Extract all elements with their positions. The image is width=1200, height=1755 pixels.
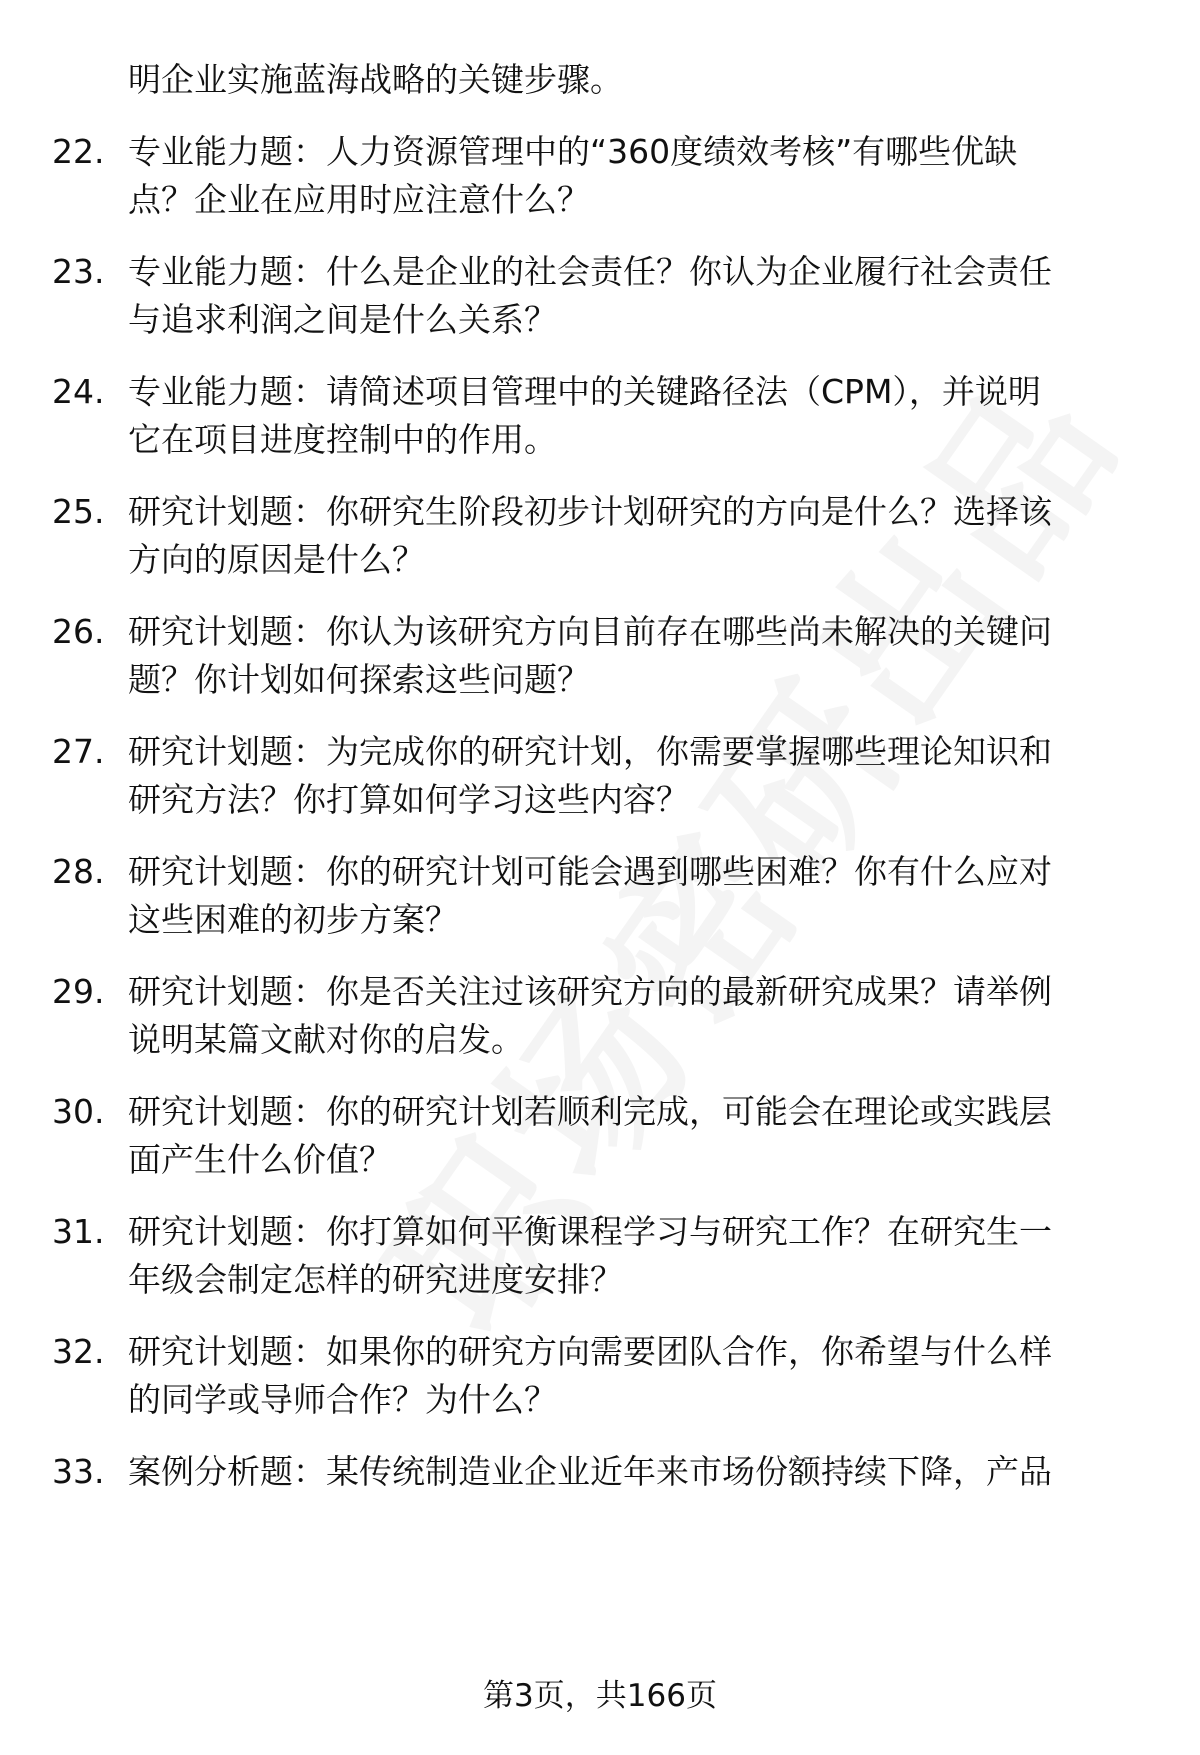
question-text-line-2: 题？你计划如何探索这些问题？	[128, 660, 590, 699]
question-text-line-1: 案例分析题：某传统制造业企业近年来市场份额持续下降，产品	[128, 1452, 1052, 1491]
question-number: 24.	[52, 372, 105, 411]
question-text-line-1: 专业能力题：什么是企业的社会责任？你认为企业履行社会责任	[128, 252, 1052, 291]
question-text-line-1: 研究计划题：你认为该研究方向目前存在哪些尚未解决的关键问	[128, 612, 1052, 651]
question-item-33	[0, 1452, 1200, 1548]
question-number: 23.	[52, 252, 105, 291]
question-text-line-2: 面产生什么价值？	[128, 1140, 392, 1179]
question-text-line-1: 研究计划题：如果你的研究方向需要团队合作，你希望与什么样	[128, 1332, 1052, 1371]
question-item-28	[0, 852, 1200, 948]
question-number: 26.	[52, 612, 105, 651]
continued-text-line: 明企业实施蓝海战略的关键步骤。	[128, 60, 623, 99]
question-text-line-1: 研究计划题：你是否关注过该研究方向的最新研究成果？请举例	[128, 972, 1052, 1011]
question-item-26	[0, 612, 1200, 708]
question-text-line-2: 说明某篇文献对你的启发。	[128, 1020, 524, 1059]
question-item-24	[0, 372, 1200, 468]
question-text-line-2: 研究方法？你打算如何学习这些内容？	[128, 780, 689, 819]
question-item-27	[0, 732, 1200, 828]
question-text-line-1: 研究计划题：你研究生阶段初步计划研究的方向是什么？选择该	[128, 492, 1052, 531]
question-text-line-1: 专业能力题：请简述项目管理中的关键路径法（CPM），并说明	[128, 372, 1041, 411]
question-item-30	[0, 1092, 1200, 1188]
question-item-23	[0, 252, 1200, 348]
question-text-line-1: 研究计划题：你的研究计划若顺利完成，可能会在理论或实践层	[128, 1092, 1052, 1131]
question-text-line-2: 点？企业在应用时应注意什么？	[128, 180, 590, 219]
question-text-line-2: 这些困难的初步方案？	[128, 900, 458, 939]
question-item-25	[0, 492, 1200, 588]
question-item-22	[0, 132, 1200, 228]
question-item-31	[0, 1212, 1200, 1308]
question-text-line-1: 研究计划题：你的研究计划可能会遇到哪些困难？你有什么应对	[128, 852, 1052, 891]
question-item-32	[0, 1332, 1200, 1428]
question-text-line-1: 专业能力题：人力资源管理中的“360度绩效考核”有哪些优缺	[128, 132, 1018, 171]
question-number: 27.	[52, 732, 105, 771]
question-number: 33.	[52, 1452, 105, 1491]
question-text-line-2: 的同学或导师合作？为什么？	[128, 1380, 557, 1419]
question-text-line-1: 研究计划题：你打算如何平衡课程学习与研究工作？在研究生一	[128, 1212, 1052, 1251]
question-text-line-2: 方向的原因是什么？	[128, 540, 425, 579]
question-text-line-1: 研究计划题：为完成你的研究计划，你需要掌握哪些理论知识和	[128, 732, 1052, 771]
question-text-line-2: 年级会制定怎样的研究进度安排？	[128, 1260, 623, 1299]
question-number: 30.	[52, 1092, 105, 1131]
question-number: 31.	[52, 1212, 105, 1251]
question-number: 28.	[52, 852, 105, 891]
question-number: 22.	[52, 132, 105, 171]
page-number-footer: 第3页，共166页	[483, 1678, 717, 1714]
question-number: 32.	[52, 1332, 105, 1371]
question-text-line-2: 它在项目进度控制中的作用。	[128, 420, 557, 459]
question-text-line-2: 与追求利润之间是什么关系？	[128, 300, 557, 339]
question-number: 25.	[52, 492, 105, 531]
question-number: 29.	[52, 972, 105, 1011]
question-item-29	[0, 972, 1200, 1068]
